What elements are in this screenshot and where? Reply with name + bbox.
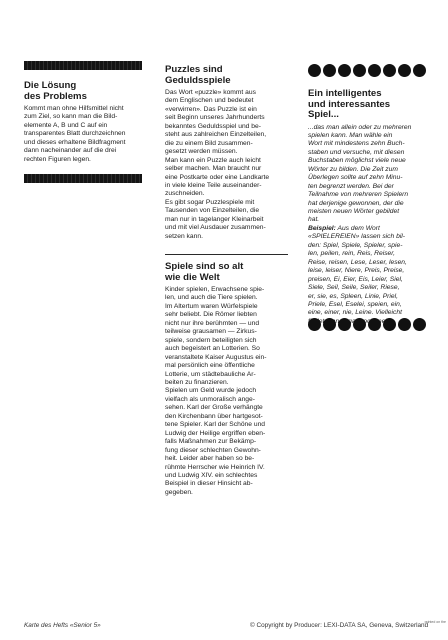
dot-ornament (308, 64, 321, 77)
dot-ornament (383, 64, 396, 77)
puzzles-heading: Puzzles sind Geduldsspiele (165, 64, 231, 86)
dot-ornament (383, 318, 396, 331)
games-history-heading: Spiele sind so alt wie die Welt (165, 261, 244, 283)
dot-ornament (323, 318, 336, 331)
word-game-text: ...das man allein oder zu mehreren spielen kann. Man wähle ein Wort mit mindestens zehn Buch- staben und versuche, mit diesen Buchstaben möglichst viele neue Wörter zu bilden. Die Zeit zum Überlegen sollte auf zehn Minu- ten begrenzt werden. Bei der Teilnahme von mehreren Spielern hat derjenige gewonnen, der die meisten neuen Wörter gebildet hat. (308, 123, 412, 224)
dot-ornament (353, 318, 366, 331)
games-history-text: Kinder spielen, Erwachsene spie- len, und auch die Tiere spielen. Im Altertum waren Würfelspiele sehr beliebt. Die Römer liebten nicht nur ihre berühmten — und teilweise grausamen — Zirkus- spiele, sondern beteiligten sich auch begeistert an Lotterien. So veranstaltete Kaiser Augustus ein- mal persönlich eine öffentliche Lotterie, um städtebauliche Ar- beiten zu finanzieren. Spielen um Geld wurde jedoch vielfach als unmoralisch ange- sehen. Karl der Große verhängte den Kirchenbann über hartgesot- tene Spieler. Karl der Schöne und Ludwig der Heilige ergriffen eben- falls Maßnahmen zur Bekämp- fung dieser schlechten Gewohn- heit. Leider aber haben so be- rühmte Herrscher wie Heinrich IV. und Ludwig XIV. ein schlechtes Beispiel in dieser Hinsicht ab- gegeben. (165, 286, 267, 496)
example-text: Aus dem Wort «SPIELEREIEN» lassen sich bil- den: Spiel, Spiele, Spieler, spie- len, peilen, rein, Reis, Reiser, Reise, reisen, Lese, Leser, lesen, leise, leiser, Niere, Preis, Preise, preisen, Ei, Eier, Eis, Leier, Siel, Siele, Seil, Seile, Seiler, Riese, er, sie, es, Spleen, Linie, Priel, Priele, Esel, Eselei, speien, ein, eine, einer, nie, Leine. Vielleicht noch (308, 224, 407, 325)
section-divider (165, 254, 288, 255)
dot-ornament (368, 318, 381, 331)
solution-heading: Die Lösung des Problems (24, 80, 87, 102)
dot-ornament (323, 64, 336, 77)
dot-row-top (308, 64, 426, 77)
footer-source: Karte des Hefts «Senior 5» (24, 622, 101, 629)
dot-ornament (398, 64, 411, 77)
dot-ornament (338, 318, 351, 331)
dot-ornament (308, 318, 321, 331)
footer-copyright: © Copyright by Producer: LEXI-DATA SA, Geneva, Switzerland (250, 622, 429, 629)
dot-ornament (413, 318, 426, 331)
decorative-rule-bottom (24, 174, 142, 183)
dot-ornament (338, 64, 351, 77)
dot-ornament (413, 64, 426, 77)
dot-ornament (368, 64, 381, 77)
dot-ornament (353, 64, 366, 77)
puzzles-text: Das Wort «puzzle» kommt aus dem Englischen und bedeutet «verwirren». Das Puzzle ist ein seit Beginn unseres Jahrhunderts bekanntes Geduldsspiel und be- steht aus zahlreichen Einzelteilen, die zu einem Bild zusammen- gesetzt werden müssen. Man kann ein Puzzle auch leicht selber machen. Man braucht nur eine Postkarte oder eine Landkarte in viele kleine Teile auseinander- zuschneiden. Es gibt sogar Puzzlespiele mit Tausenden von Einzelteilen, die man nur in tagelanger Kleinarbeit und mit viel Ausdauer zusammen- setzen kann. (165, 89, 270, 240)
solution-text: Kommt man ohne Hilfsmittel nicht zum Ziel, so kann man die Bild- elemente A, B und C auf ein transparentes Blatt durchzeichnen und dieses erhaltene Bildfragment dann nacheinander auf die drei rechten Figuren legen. (24, 105, 126, 163)
dot-ornament (398, 318, 411, 331)
word-game-heading: Ein intelligentes und interessantes Spiel... (308, 88, 391, 120)
dot-row-bottom (308, 318, 426, 331)
decorative-rule-top (24, 61, 142, 70)
example-label: Beispiel: (308, 224, 336, 232)
margin-mark: printed on the (424, 620, 446, 624)
